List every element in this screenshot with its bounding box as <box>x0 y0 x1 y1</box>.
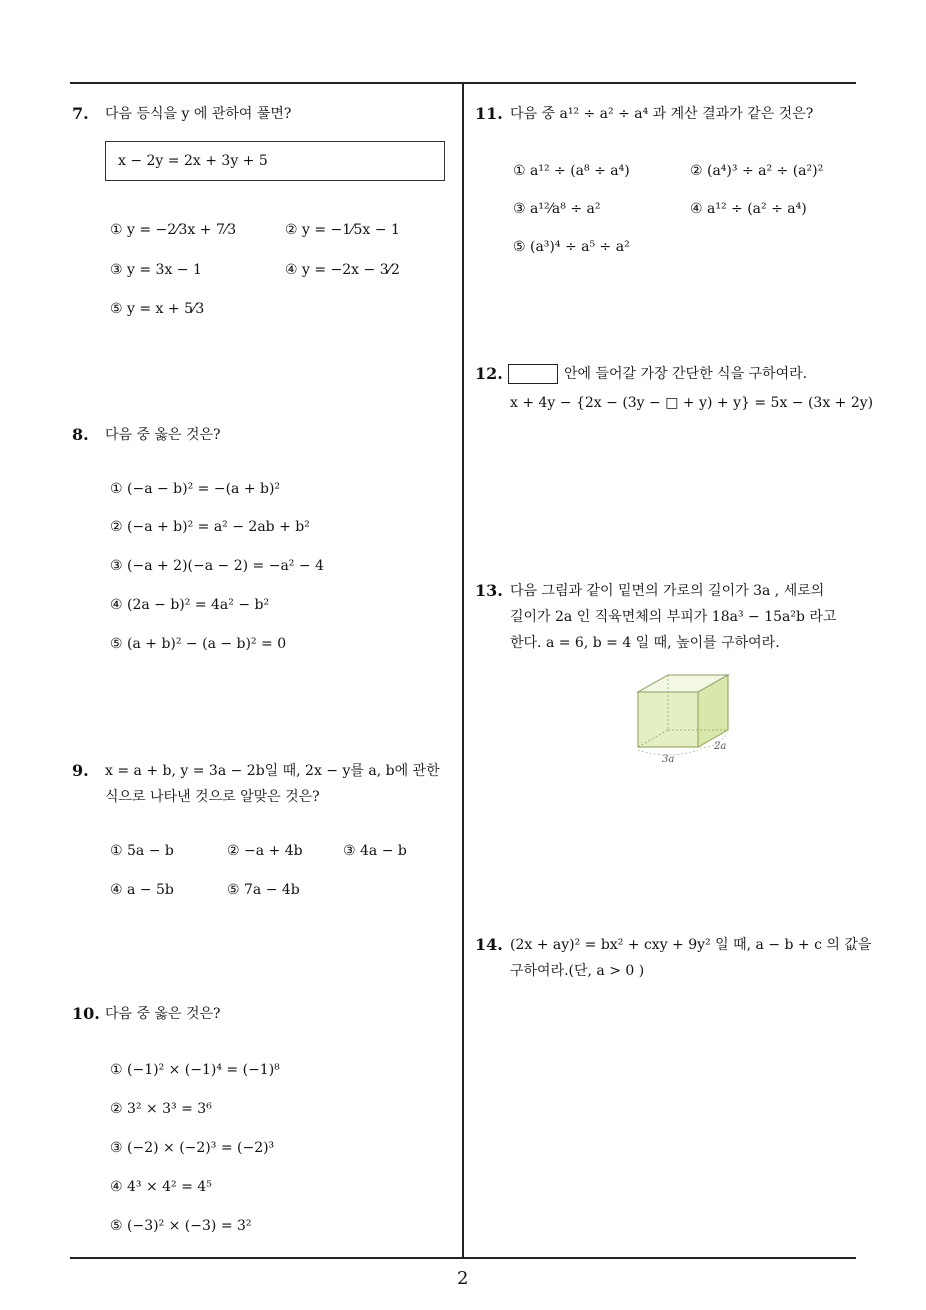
q8-option-2[interactable]: ② (−a + b)² = a² − 2ab + b² <box>110 519 310 535</box>
q10-text: 다음 중 옳은 것은? <box>105 1006 221 1022</box>
q7-option-5[interactable]: ⑤ y = x + 5⁄3 <box>110 301 205 317</box>
q10-option-5[interactable]: ⑤ (−3)² × (−3) = 3² <box>110 1218 252 1234</box>
q14-number: 14. <box>475 935 503 954</box>
q11-number: 11. <box>475 104 503 123</box>
q13-number: 13. <box>475 581 503 600</box>
q7-option-1[interactable]: ① y = −2⁄3x + 7⁄3 <box>110 222 237 238</box>
q9-option-1[interactable]: ① 5a − b <box>110 843 174 859</box>
q10-option-2[interactable]: ② 3² × 3³ = 3⁶ <box>110 1101 212 1117</box>
q13-line2: 길이가 2a 인 직육면체의 부피가 18a³ − 15a²b 라고 <box>510 609 837 625</box>
q12-equation: x + 4y − {2x − (3y − □ + y) + y} = 5x − (3x + 2y) <box>510 395 874 411</box>
q11-option-4[interactable]: ④ a¹² ÷ (a² ÷ a⁴) <box>690 201 807 217</box>
q10-option-4[interactable]: ④ 4³ × 4² = 4⁵ <box>110 1179 212 1195</box>
q8-number: 8. <box>72 425 89 444</box>
q11-text: 다음 중 a¹² ÷ a² ÷ a⁴ 과 계산 결과가 같은 것은? <box>510 106 814 122</box>
q14-line1: (2x + ay)² = bx² + cxy + 9y² 일 때, a − b + c 의 값을 <box>510 937 872 953</box>
q9-text-line2: 식으로 나타낸 것으로 알맞은 것은? <box>105 789 320 805</box>
q11-option-2[interactable]: ② (a⁴)³ ÷ a² ÷ (a²)² <box>690 163 824 179</box>
q12-blank-box <box>508 364 558 384</box>
q9-option-4[interactable]: ④ a − 5b <box>110 882 174 898</box>
q7-equation-box <box>105 141 445 181</box>
q12-text-line <box>508 361 807 387</box>
q8-text: 다음 중 옳은 것은? <box>105 427 221 443</box>
q8-option-5[interactable]: ⑤ (a + b)² − (a − b)² = 0 <box>110 636 287 652</box>
q9-option-5[interactable]: ⑤ 7a − 4b <box>227 882 300 898</box>
q13-line3: 한다. a = 6, b = 4 일 때, 높이를 구하여라. <box>510 635 780 651</box>
q7-option-3[interactable]: ③ y = 3x − 1 <box>110 262 202 278</box>
q7-text: 다음 등식을 y 에 관하여 풀면? <box>105 106 292 122</box>
q7-equation: x − 2y = 2x + 3y + 5 <box>118 153 268 169</box>
q11-option-1[interactable]: ① a¹² ÷ (a⁸ ÷ a⁴) <box>513 163 630 179</box>
q9-text-line1: x = a + b, y = 3a − 2b일 때, 2x − y를 a, b에 관한 <box>105 763 440 779</box>
q7-number: 7. <box>72 104 89 123</box>
q8-option-4[interactable]: ④ (2a − b)² = 4a² − b² <box>110 597 270 613</box>
q12-number: 12. <box>475 364 503 383</box>
q7-option-4[interactable]: ④ y = −2x − 3⁄2 <box>285 262 400 278</box>
column-divider <box>462 82 464 1258</box>
q9-option-3[interactable]: ③ 4a − b <box>343 843 407 859</box>
depth-label: 2a <box>714 741 727 752</box>
q10-option-1[interactable]: ① (−1)² × (−1)⁴ = (−1)⁸ <box>110 1062 280 1078</box>
q13-cuboid-figure <box>628 670 738 765</box>
q11-option-3[interactable]: ③ a¹²⁄a⁸ ÷ a² <box>513 201 601 217</box>
q9-number: 9. <box>72 761 89 780</box>
page-number: 2 <box>457 1268 469 1289</box>
q13-line1: 다음 그림과 같이 밑면의 가로의 길이가 3a , 세로의 <box>510 583 825 599</box>
q10-option-3[interactable]: ③ (−2) × (−2)³ = (−2)³ <box>110 1140 275 1156</box>
q7-option-2[interactable]: ② y = −1⁄5x − 1 <box>285 222 400 238</box>
q12-text: 안에 들어갈 가장 간단한 식을 구하여라. <box>564 366 808 382</box>
q8-option-3[interactable]: ③ (−a + 2)(−a − 2) = −a² − 4 <box>110 558 324 574</box>
q10-number: 10. <box>72 1004 100 1023</box>
width-label: 3a <box>662 754 675 765</box>
q8-option-1[interactable]: ① (−a − b)² = −(a + b)² <box>110 481 281 497</box>
q9-option-2[interactable]: ② −a + 4b <box>227 843 303 859</box>
q11-option-5[interactable]: ⑤ (a³)⁴ ÷ a⁵ ÷ a² <box>513 239 630 255</box>
q14-line2: 구하여라.(단, a > 0 ) <box>510 963 645 979</box>
